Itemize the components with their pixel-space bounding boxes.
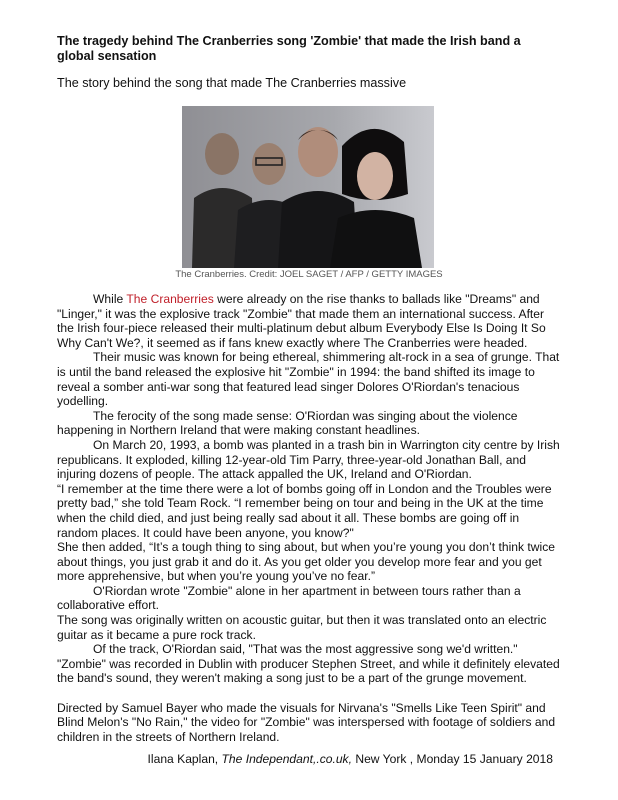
paragraph: Directed by Samuel Bayer who made the visuals for Nirvana's "Smells Like Teen Spirit" and Blind Melon's "No Rain," the video for "Zombie" was interspersed with footage of soldiers and children in the streets of Northern Ireland. xyxy=(57,700,556,744)
paragraph xyxy=(57,292,563,350)
paragraph-text: were already on the rise thanks to ballads like "Dreams" and "Linger," it was the explosive track "Zombie" that made them an international success. After the Irish four-piece released their multi-platinum debut album Everybody Else Is Doing It So Why Can't We?, it seemed as if fans knew exactly where The Cranberries were headed. xyxy=(57,292,546,350)
article-title: The tragedy behind The Cranberries song 'Zombie' that made the Irish band a global sensation xyxy=(57,34,521,63)
byline-publication: The Independant,.co.uk, xyxy=(221,752,352,766)
paragraph: “I remember at the time there were a lot of bombs going off in London and the Troubles were pretty bad,” she told Team Rock. “I remember being on tour and being in the UK at the time when the child died, and just being really sad about it all. These bombs are going off in random places. It could have been anyone, you know?" xyxy=(57,481,552,540)
paragraph: Their music was known for being ethereal, shimmering alt-rock in a sea of grunge. That is until the band released the explosive hit "Zombie" in 1994: the band shifted its image to reveal a somber anti-war song that featured lead singer Dolores O'Riordan's tenacious yodelling. xyxy=(57,350,560,409)
paragraph: O'Riordan wrote "Zombie" alone in her apartment in between tours rather than a collaborative effort. xyxy=(57,583,521,613)
article-subtitle: The story behind the song that made The Cranberries massive xyxy=(57,76,407,90)
band-link[interactable]: The Cranberries xyxy=(126,292,214,306)
band-photo xyxy=(182,106,434,268)
paragraph: The ferocity of the song made sense: O'Riordan was singing about the violence happening in Northern Ireland that were making constant headlines. xyxy=(57,408,518,438)
paragraph: On March 20, 1993, a bomb was planted in a trash bin in Warrington city centre by Irish republicans. It exploded, killing 12-year-old Tim Parry, three-year-old Jonathan Ball, and injuring dozens of people. The attack appalled the UK, Ireland and O'Riordan. xyxy=(57,437,560,482)
paragraph: The song was originally written on acoustic guitar, but then it was translated onto an electric guitar as it became a pure rock track. xyxy=(57,613,547,642)
paragraph: "Zombie" was recorded in Dublin with producer Stephen Street, and while it definitely elevated the band's sound, they weren't making a song just to be a part of the grunge movement. xyxy=(57,656,560,686)
paragraph-text: While xyxy=(93,292,127,306)
byline xyxy=(0,752,553,766)
photo-caption: The Cranberries. Credit: JOEL SAGET / AFP / GETTY IMAGES xyxy=(175,269,443,280)
paragraph: Of the track, O'Riordan said, "That was the most aggressive song we'd written." xyxy=(93,642,518,657)
article-body xyxy=(57,292,563,744)
paragraph: She then added, “It’s a tough thing to sing about, but when you’re young you don’t think twice about things, you just grab it and do it. As you get older you develop more fear and you get more apprehensive, but when you’re young you’ve no fear.” xyxy=(57,540,555,584)
byline-place-date: New York , Monday 15 January 2018 xyxy=(351,752,553,766)
byline-author: Ilana Kaplan, xyxy=(147,752,222,766)
